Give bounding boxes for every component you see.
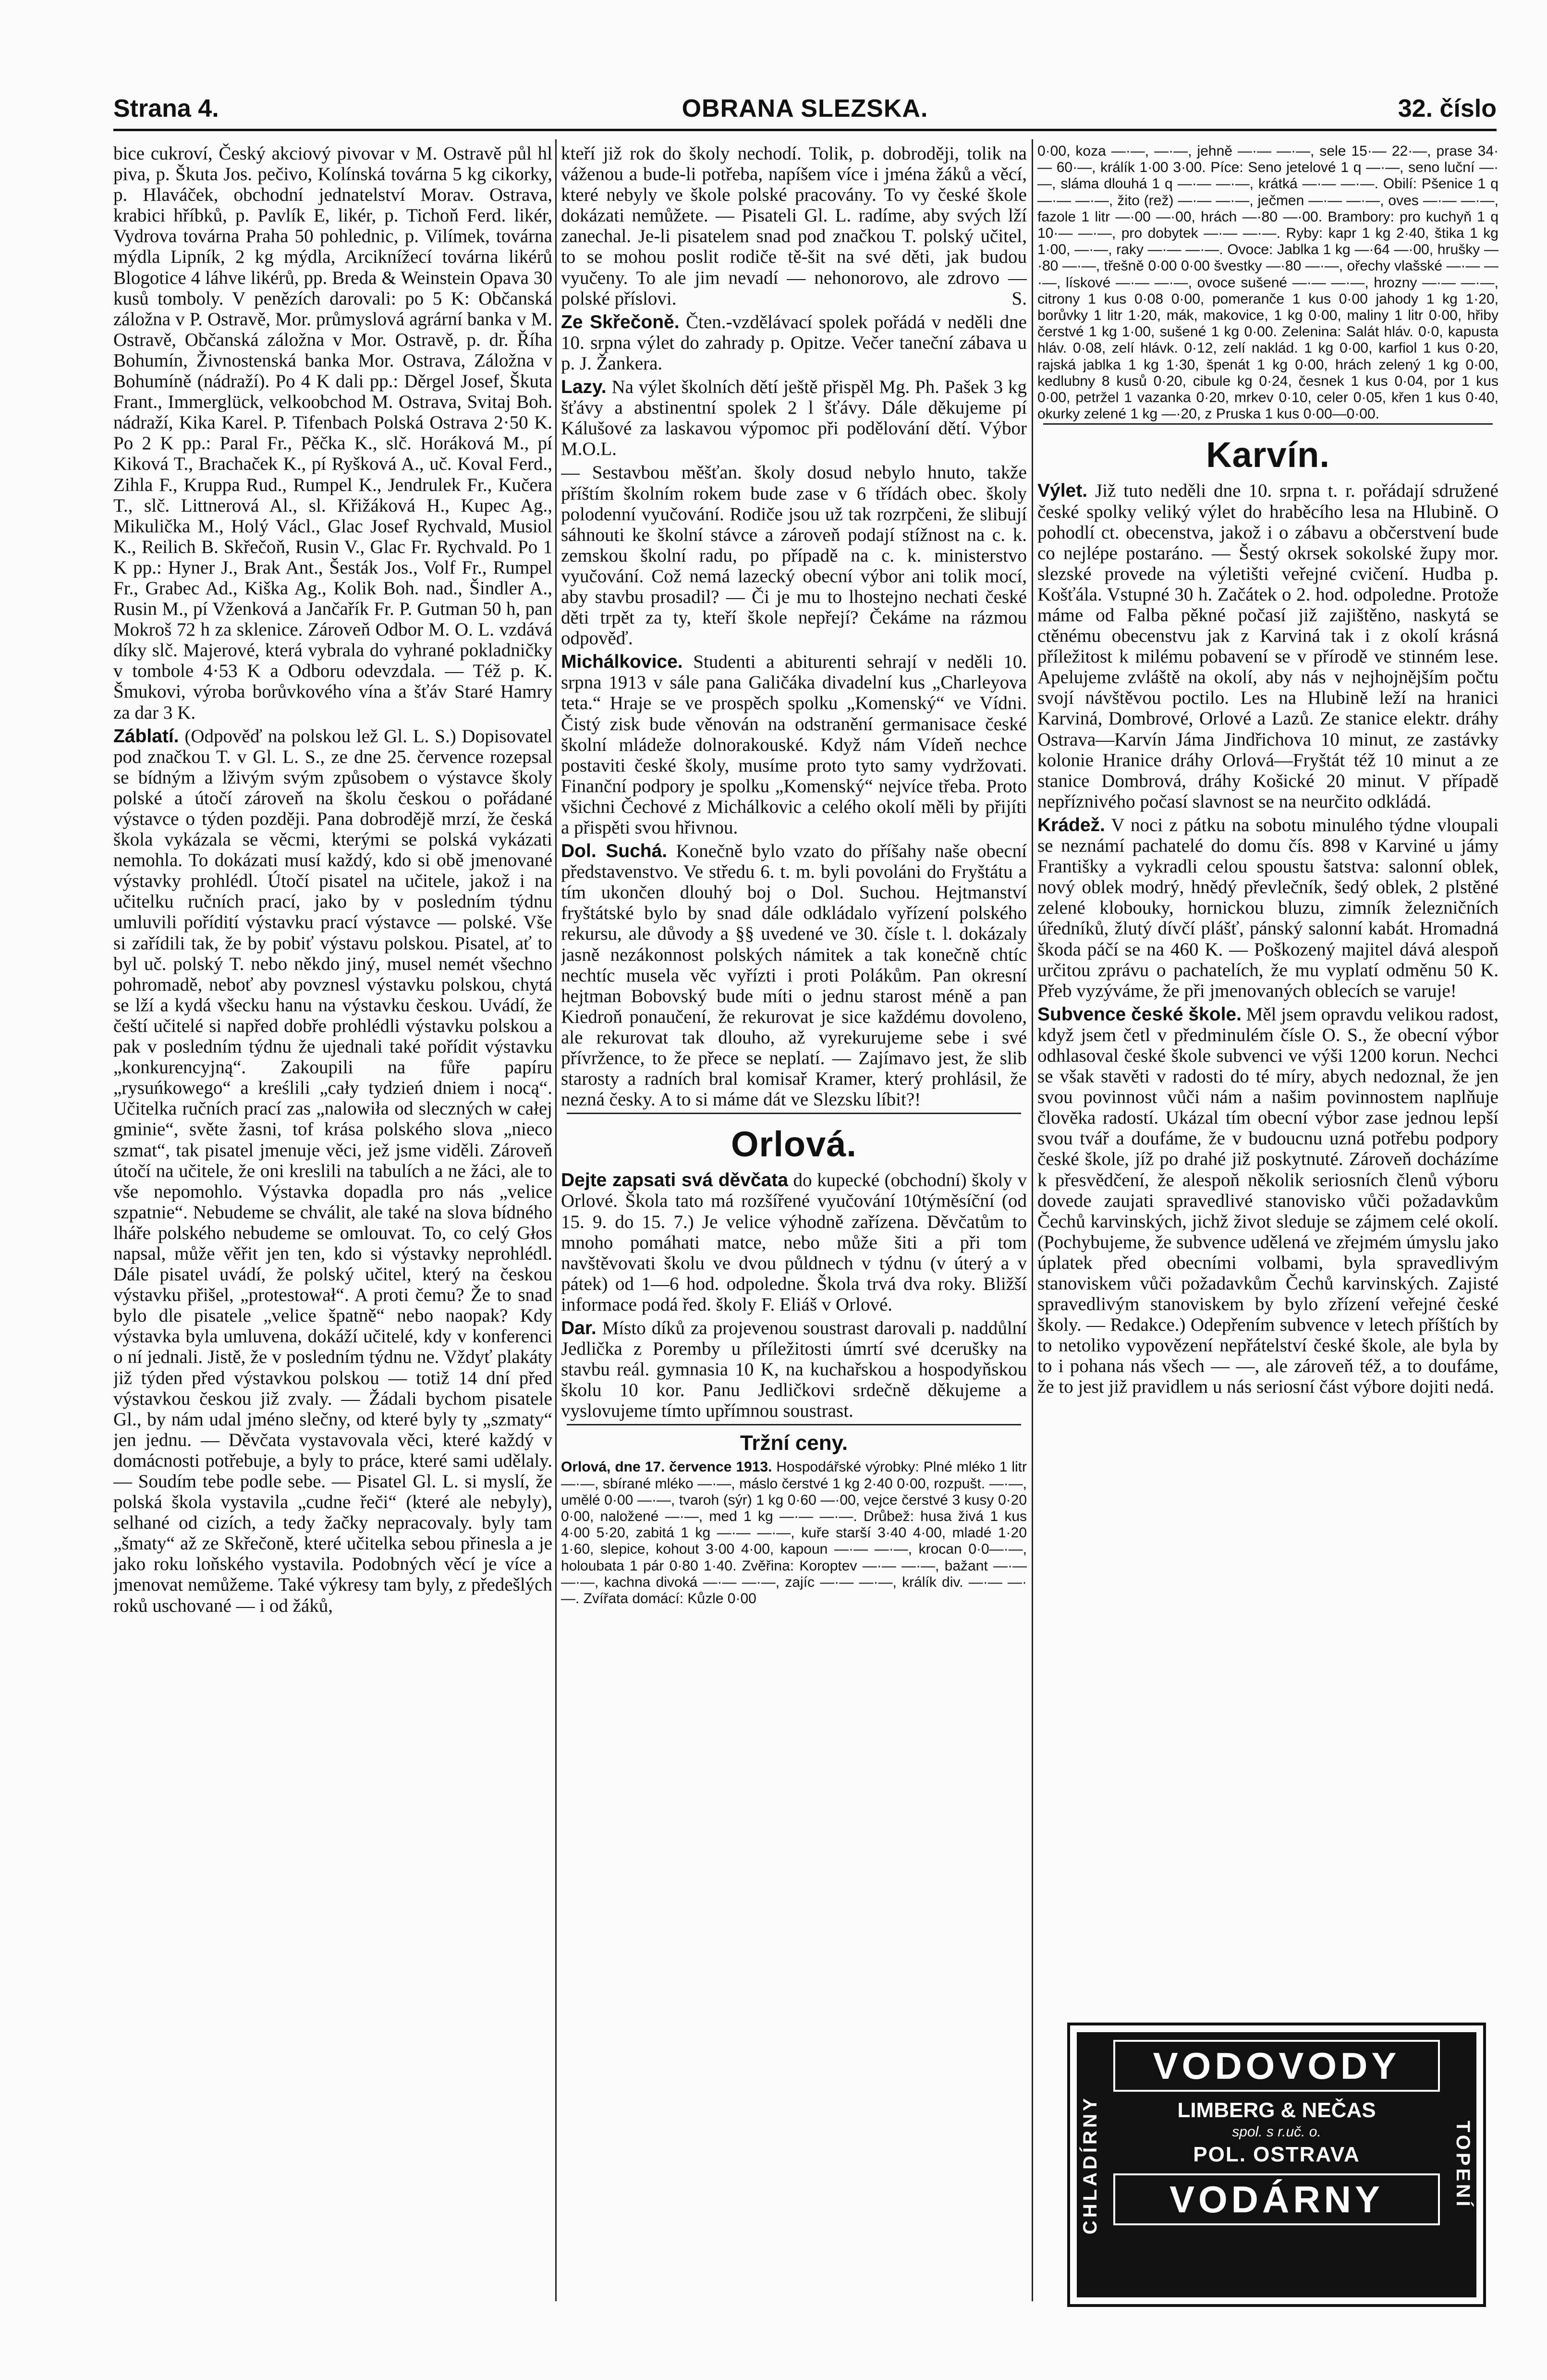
article-continued xyxy=(561,143,1027,309)
article-body: Již tuto neděli dne 10. srpna t. r. pořádají sdružené české spolky veliký výlet do hraběcího lesa na Hlubině. O pohodlí ct. obecenstva, jakož i o zábavu a občerstvení bude co nejlépe postaráno. — Šestý okrsek sokolské župy mor. slezské provede na výletišti veřejné cvičení. Hudba p. Košťála. Vstupné 30 h. Začátek o 2. hod. odpoledne. Protože máme od Falba pěkné počasí již zajištěno, naskytá se ctěnému obecenstvu jak z Karviná tak i z okolí krásná příležitost k milému pobavení se v přírodě ve stinném lese. Apelujeme zvláště na okolí, aby nás v nejhojnějším počtu svojí návštěvou poctilo. Les na Hlubině leží na hranici Karviná, Dombrové, Orlové a Lazů. Ze stanice elektr. dráhy Ostrava—Karvín Jáma Jindřichova 10 minut, ze zastávky kolonie Hranice dráhy Orlová—Fryštát též 10 minut a ze stanice Dombrová, dráhy Košické 20 minut. V případě nepříznivého počasí slavnost se na neurčito odkládá. xyxy=(1037,480,1498,812)
article-lead: Ze Skřečoně. xyxy=(561,311,680,332)
section-title-karvin: Karvín. xyxy=(1206,435,1330,475)
article-vylet xyxy=(1037,480,1498,812)
article-lead: Krádež. xyxy=(1037,814,1105,835)
advertisement xyxy=(1067,2023,1486,2307)
section-title-prices: Tržní ceny. xyxy=(740,1431,848,1455)
article-lead: Dar. xyxy=(561,1317,597,1338)
ad-place: POL. OSTRAVA xyxy=(1193,2143,1360,2166)
article-lead: Dol. Suchá. xyxy=(561,841,668,862)
article-body: Místo díků za projevenou soustrast darovali p. naddůlní Jedlička z Poremby u příležitosti úmrtí své dcerušky na stavbu reál. gymnasia 10 K, na kuchařskou a hospodyňskou školu 10 kor. Panu Jedličkovi srdečně děkujeme a vyslovujeme tímto upřímnou soustrast. xyxy=(561,1317,1027,1422)
article-lazy xyxy=(561,377,1027,459)
article-lead: Michálkovice. xyxy=(561,651,683,673)
article-body: do kupecké (obchodní) školy v Orlové. Škola tato má rozšířené vyučování 10týměsíční (od 15. 9. do 15. 7.) Je velice výhodně zařízena. Děvčatům to mnoho pomáhati matce, nebo může šiti a při tom navštěvovati školu ve dvou půldnech v týdnu (v úterý a v pátek) od 1—6 hod. odpoledne. Škola trvá dva roky. Bližší informace podá řed. školy F. Eliáš v Orlové. xyxy=(561,1170,1027,1315)
article-body: kteří již rok do školy nechodí. Tolik, p. dobroději, tolik na váženou a bude-li potřeba, napíšem více i jména žáků a věcí, které nebyly ve škole polské pracovány. To vy české škole dokázati nemůžete. — Pisateli Gl. L. radíme, aby svých lží zanechal. Je-li pisatelem snad pod značkou T. polský učitel, to se mohou poslit rodiče tě-šit na své děti, jak budou vyučeny. To ale jim nevadí — nehonorovo, ale zdrovo — polské příslovi. xyxy=(561,143,1027,309)
article-body: Na výlet školních dětí ještě přispěl Mg. Ph. Pašek 3 kg šťávy a abstinentní spolek 2 l šťávy. Dále děkujeme pí Kálušové za laskavou výpomoc při podělování dětí. Výbor M.O.L. xyxy=(561,377,1027,460)
column-1 xyxy=(113,143,552,2295)
page-number: Strana 4. xyxy=(113,95,219,123)
article-lead: Subvence české škole. xyxy=(1037,1004,1242,1025)
article-body: Konečně bylo vzato do příšahy naše obecní představenstvo. Ve středu 6. t. m. byli povoláni do Fryštátu a tím ukončen dlouhý boj o Dol. Suchou. Hejtmanství fryštátské bylo by snad dále odkládalo vyřízení polského rekursu, ale důvody a §§ uvedené ve 30. čísle t. l. dokázaly jasně nezákonnost polských námitek a tak konečně chtíc nechtíc musela věc vyřízti i proti Polákům. Pan okresní hejtman Bobovský bude míti o jednu starost méně a pan Kiedroň ponaučení, že rekurovat je sice každému dovoleno, ale rekurovat tak dlouho, až vyrekurujeme sebe i své přívržence, to že přece se neplatí. — Zajímavo jest, že slib starosty a radních bral komisař Kramer, který prohlásil, že nezná česky. A to si máme dát ve Slezsku líbit?! xyxy=(561,841,1027,1110)
article-body: Měl jsem opravdu velikou radost, když jsem četl v předminulém čísle O. S., že obecní výbor odhlasoval české škole subvenci ve výši 1200 korun. Nechci se však stavěti v radosti do té míry, abych nedoznal, že jen svou povinnost vůči nám a našim povinnostem naplňuje člověka radostí. Ukázal tím obecní výbor zase jednou lepší svou tvář a doufáme, že v budoucnu uzná potřebu podpory české škole, jíž po drahé již poskytnuté. Zároveň docházíme k přesvědčení, že alespoň několik seriosních členů výboru dovede zaujati spravedlivé stanovisko vůči požadavkům Čechů karvinských, jichž život sleduje se zájmem celé okolí. (Pochybujeme, že subvence udělená ve zřejmém úmyslu jako úplatek před obecními volbami, byla spravedlivým stanoviskem vůči požadavkům Čechů karvinských. Zajisté spravedlivým stanoviskem by bylo zřízení veřejné české školy. — Redakce.) Odepřením subvence v letech příštích by to netoliko vypovězení nepřátelství české škole, ale byla by to i pohana nás všech — —, ale zároveň též, a to doufáme, že to jest již pravidlem u nás seriosní část výbore dojiti nedá. xyxy=(1037,1004,1498,1398)
ad-heading-top: VODOVODY xyxy=(1153,2045,1401,2087)
article-kradez xyxy=(1037,815,1498,1001)
newspaper-title: OBRANA SLEZSKA. xyxy=(682,95,928,123)
ad-side-label-left: CHLADÍRNY xyxy=(1080,2095,1101,2234)
article-body: Čten.-vzdělávací spolek pořádá v neděli dne 10. srpna výlet do zahrady p. Opitze. Večer taneční zábava u p. J. Žankera. xyxy=(561,311,1027,374)
article-body: V noci z pátku na sobotu minulého týdne vloupali se neznámí pachatelé do domu čís. 898 v Karviné u jámy Františky a vykradli celou spoustu šatstva: salonní oblek, nový oblek modrý, hnědý převlečník, šedý oblek, 2 plstěné zelené klobouky, hornickou bluzu, zimník železničních úředníků, žlutý dívčí plášť, pánský salonní kabát. Hromadná škoda páčí se na 460 K. — Poškozený majitel dává alespoň určitou zprávu o pachatelích, že mu vyplatí odměnu 50 K. Přeb vyzýváme, že při jmenovaných oblecích se varuje! xyxy=(1037,814,1498,1001)
article-lead: Výlet. xyxy=(1037,480,1088,502)
article-dol-sucha xyxy=(561,841,1027,1110)
article-dar xyxy=(561,1318,1027,1421)
article-michalkovice xyxy=(561,651,1027,838)
column-divider xyxy=(555,139,557,2301)
article-skola-orlova xyxy=(561,1170,1027,1315)
section-rule xyxy=(567,1424,1021,1425)
section-rule xyxy=(567,1113,1021,1114)
prices-intro: Orlová, dne 17. července 1913. xyxy=(561,1459,772,1475)
donor-list-paragraph: bice cukroví, Český akciový pivovar v M. Ostravě půl hl piva, p. Škuta Jos. pečivo, Kolínská továrna 5 kg cikorky, p. Hlaváček, obchodní jednatelství Morav. Ostrava, krabici hříbků, p. Pavlík E, likér, p. Tichoň Ferd. likér, Vydrova továrna Praha 50 pohlednic, p. Vilímek, továrna mýdla Lipník, 2 kg mýdla, Arciknížecí továrna likérů Blogotice 4 láhve likérů, pp. Breda & Weinstein Opava 30 kusů tomboly. V penězích darovali: po 5 K: Občanská záložna v P. Ostravě, Mor. průmyslová agrární banka v M. Ostravě, Občanská záložna v Mor. Ostravě, p. dr. Říha Bohumín, Živnostenská banka Mor. Ostrava, Záložna v Bohumíně (nádraží). Po 4 K dali pp.: Děrgel Josef, Škuta Frant., Immerglück, velkoobchod M. Ostrava, Svitaj Boh. nádraží, Kika Karel. P. Tifenbach Polská Ostrava 2·50 K. Po 2 K pp.: Paral Fr., Pěčka K., slč. Horáková M., pí Kiková T., Brachaček K., pí Ryšková A., uč. Koval Ferd., Zihla F., Kruppa Rud., Rumpel K., Jendrulek Fr., Kučera T., slč. Littnerová Al., sl. Křižáková H., Kupec Ag., Mikulička M., Holý Václ., Glac Josef Rychvald, Musiol K., Reilich B. Skřečoň, Rusin V., Glac Fr. Rychvald. Po 1 K pp.: Hyner J., Brak Ant., Šesták Jos., Volf Fr., Rumpel Fr., Grabec Ad., Kiška Ag., Kolik Boh. nad., Šindler A., Rusin M., pí Vženková a Jančařík Fr. P. Gutman 50 h, pan Mokroš 72 h za sklenice. Zároveň Odbor M. O. L. vzdává díky slč. Majerové, která vybrala do vyhrané pokladničky v tombole 4·53 K a Odboru odevzdala. — Též p. K. Šmukovi, výroba borůvkového vína a šťáv Staré Hamry za dar 3 K. xyxy=(113,143,552,723)
prices-list: Hospodářské výrobky: Plné mléko 1 litr —·—, sbírané mléko —·—, máslo čerstvé 1 kg 2·40 0·00, rozpušt. —·—, umělé 0·00 —·—, tvaroh (sýr) 1 kg 0·60 —·00, vejce čerstvé 3 kusy 0·20 0·00, naložené —·—, med 1 kg —·— —·—. Drůbež: husa živá 1 kus 4·00 5·20, zabitá 1 kg —·— —·—, kuře starší 3·40 4·00, mladé 1·20 1·60, slepice, kohout 3·00 4·00, kapoun —·— —·—, krocan 0·0—·—, holoubata 1 pár 0·80 1·40. Zvěřina: Koroptev —·— —·—, bažant —·— —·—, kachna divoká —·— —·—, zajíc —·— —·—, králík div. —·— —·—. Zvířata domácí: Kůzle 0·00 xyxy=(561,1459,1027,1607)
article-lead: Dejte zapsati svá děvčata xyxy=(561,1170,788,1191)
article-body: (Odpověď na polskou lež Gl. L. S.) Dopisovatel pod značkou T. v Gl. L. S., ze dne 25. července rozepsal se bídným a lživým svým způsobem o výstavce školy polské a útočí zároveň na školu českou o pořádané výstavce o týden později. Pana dobrodějě mrzí, že česká škola vykázala se věcmi, kterými se polská vykázati nemohla. To dokázati musí každý, kdo si obě jmenované výstavky prohlédl. Útočí pisatel na učitele, jakož i na učitelku ručních prací, jako by v posledním týdnu umluvili pořídití výstavku prací výstavce — polské. Vše si zařídili tak, že by pobiť výstavu polskou. Pisatel, ať to byl uč. polský T. nebo někdo jiný, musel nemét všechno pohromadě, neboť aby povznesl výstavku polskou, chytá se lží a kydá všecku hanu na výstavku českou. Uvádí, že čeští učitelé si napřed dobře prohlédli výstavku polskou a pak v posledním týdnu že ujednali také pořídit výstavku „konkurencyjną“. Zakoupili na fůře papíru „rysuńkowego“ a kreślili „cały tydzień dniem i nocą“. Učitelka ručních prací zas „nalowiła od sleczných w całej gminie“, světe žasni, tof krása polského slova „nieco szmat“, tak pisatel jmenuje věci, jež jsme viděli. Zároveň útočí na učitele, že oni kreslili na tabulích a ne žáci, ale to vše nepomohlo. Výstavka dopadla pro nás „velice szpatnie“. Nebudeme se chválit, ale také na slova bídného lháře polského nebudeme se omlouvat. To, co celý Głos napsal, může věřit jen ten, kdo si výstavky neprohlédl. Dále pisatel uvádí, že polský učitel, který na českou výstavku přišel, „protestował“. A proti čemu? Že to snad bylo dle pisatele „velice špatně“ nebo naopak? Kdy výstavka byla umluvena, dokáží učitelé, kdy v konferenci o ní jednali. Jistě, že v posledním týdnu ne. Vždyť plakáty již týden před výstavkou polskou — totiž 14 dní před výstavkou českou již zvaly. — Žádali bychom pisatele Gl., by nám udal jméno slečny, od které byly ty „szmaty“ jen jednu. — Děvčata vystavovala věci, které každý v domácnosti potřebuje, a byly to práce, které sami udělaly. — Soudím tebe podle sebe. — Pisatel Gl. L. si myslí, že polská škola vystavila „cudne řeči“ (které ale nebyly), selhané od cizích, a tedy žačky nepracovaly. byly tam „šmaty“ až ze Skřečoně, které učitelka sebou přinesla a je jako roku loňského vystavila. Podobných věcí je více a jmenovat nemůžeme. Také výkresy tam byly, z předešlých roků uschované — i od žáků, xyxy=(113,725,552,1616)
ad-firm-name: LIMBERG & NEČAS xyxy=(1177,2098,1376,2122)
ad-legal-form: spol. s r.uč. o. xyxy=(1232,2124,1321,2140)
section-title-orlova: Orlová. xyxy=(731,1124,857,1165)
article-skrecon xyxy=(561,312,1027,374)
article-subvence xyxy=(1037,1004,1498,1398)
column-3 xyxy=(1037,143,1498,2295)
ad-top-box xyxy=(1113,2040,1440,2092)
article-signature: S. xyxy=(1011,288,1027,309)
header-rule xyxy=(113,129,1497,131)
section-rule xyxy=(1043,423,1493,425)
prices-body xyxy=(561,1459,1027,1607)
market-prices xyxy=(561,1459,1027,1607)
article-zablati xyxy=(113,726,552,1616)
article-lead: Záblatí. xyxy=(113,725,179,747)
column-divider xyxy=(1032,139,1033,2301)
ad-heading-bottom: VODÁRNY xyxy=(1169,2178,1384,2221)
article-lead: Lazy. xyxy=(561,377,607,398)
column-2 xyxy=(561,143,1027,2295)
ad-panel xyxy=(1077,2032,1476,2297)
market-prices-continued xyxy=(1037,143,1498,422)
ad-side-label-right: TOPENÍ xyxy=(1452,2120,1474,2209)
article-body: Studenti a abiturenti sehrají v neděli 10. srpna 1913 v sále pana Galičáka divadelní kus „Charleyova teta.“ Hraje se ve prospěch spolku „Komenský“ ve Vídni. Čistý zisk bude věnován na odstranění germanisace české školní mládeže dolnorakouské. Když nám Vídeň nechce postaviti české školy, musíme proto tyto samy vydržovati. Finanční podpory je spolku „Komenský“ nejvíce třeba. Proto všichni Čechové z Michálkovic a celého okolí měli by přijíti a přispěti svou hřivnou. xyxy=(561,651,1027,838)
page-header xyxy=(113,94,1497,128)
ad-content xyxy=(1113,2040,1440,2290)
article-skola: — Sestavbou měšťan. školy dosud nebylo hnuto, takže příštím školním rokem bude zase v 6 třídách obec. školy polodenní vyučování. Rodiče jsou už tak rozrpčeni, že slibují sáhnouti ke školní stávce a zároveň podají stížnost na c. k. zemskou školní radu, po případě na c. k. ministerstvo vyučování. Což nemá lazecký obecní výbor ani tolik mocí, aby stavbu prosadil? — Či je mu to lhostejno nechati české děti trpět za ty, kteří škole nepřejí? Čekáme na rázmou odpověď. xyxy=(561,462,1027,649)
prices-list: 0·00, koza —·—, —·—, jehně —·— —·—, sele 15·— 22·—, prase 34·— 60·—, králík 1·00 3·00. Píce: Seno jetelové 1 q —·—, seno luční —·—, sláma dlouhá 1 q —·— —·—, krátká —·— —·—. Obilí: Pšenice 1 q —·— —·—, žito (rež) —·— —·—, ječmen —·— —·—, oves —·— —·—, fazole 1 litr —·00 —·00, hrách —·80 —·00. Brambory: pro kuchyň 1 q 10·— —·—, pro dobytek —·— —·—. Ryby: kapr 1 kg 2·40, štika 1 kg 1·00, —·—, raky —·— —·—. Ovoce: Jablka 1 kg —·64 —·00, hrušky —·80 —·—, třešně 0·00 0·00 švestky —·80 —·—, ořechy vlašské —·— —·—, lískové —·— —·—, ovoce sušené —·— —·—, hrozny —·— —·—, citrony 1 kus 0·08 0·00, pomeranče 1 kus 0·00 jahody 1 kg 1·20, borůvky 1 litr 1·20, mák, makovice, 1 kg 0·00, maliny 1 litr 0·00, hřiby čerstvé 1 kg 1·00, sušené 1 kg 0·00. Zelenina: Salát hláv. 0·0, kapusta hláv. 0·08, zelí hlávk. 0·12, zelí naklád. 1 kg 0·00, karfiol 1 kus 0·20, rajská jablka 1 kg 1·30, špenát 1 kg 0·00, hrách zelený 1 kg 0·00, kedlubny 8 kusů 0·20, cibule kg 0·24, česnek 1 kus 0·04, por 1 kus 0·00, petržel 1 vazanka 0·20, mrkev 0·10, celer 0·05, křen 1 kus 0·40, okurky zelené 1 kg —·20, z Pruska 1 kus 0·00—0·00. xyxy=(1037,143,1498,422)
ad-bottom-box xyxy=(1113,2173,1440,2225)
issue-number: 32. číslo xyxy=(1398,95,1497,123)
